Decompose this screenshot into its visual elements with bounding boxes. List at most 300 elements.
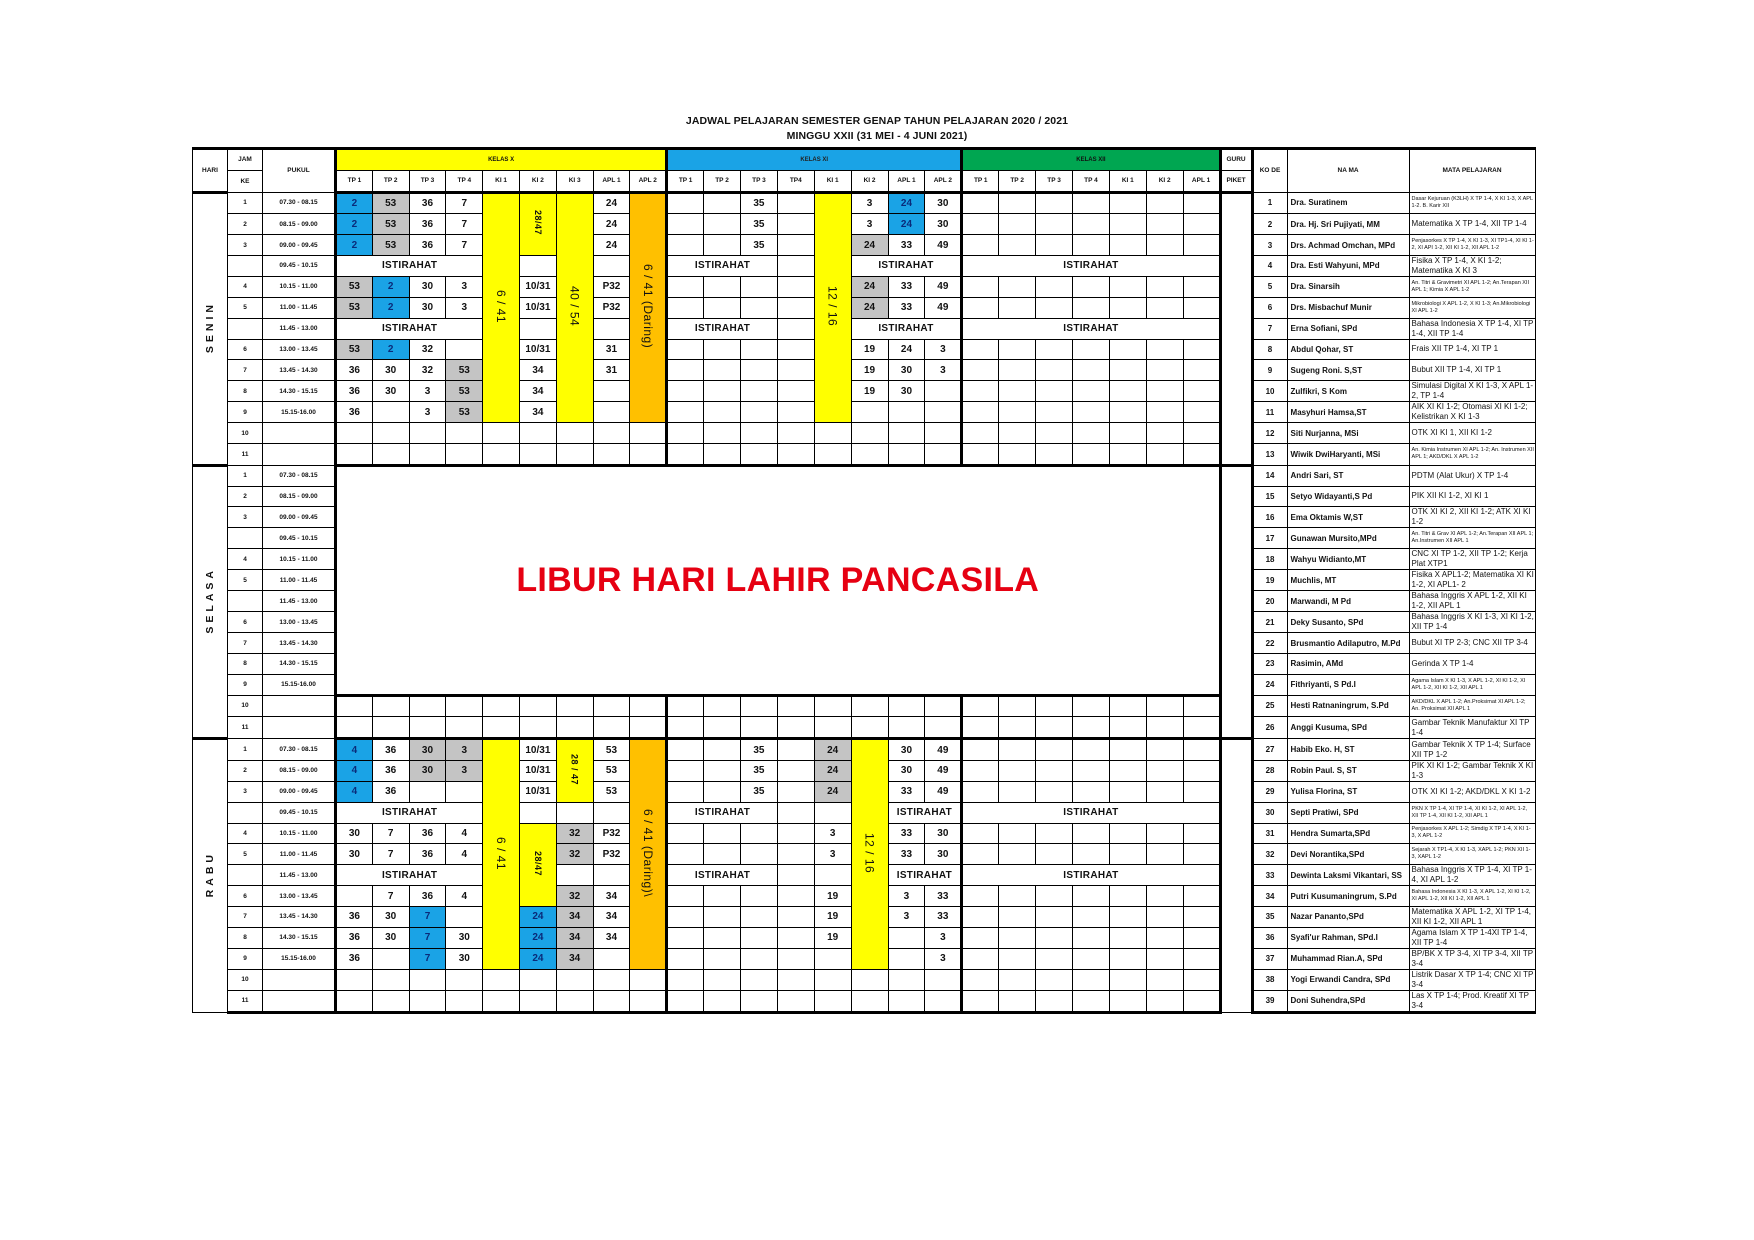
slot-empty bbox=[1146, 717, 1183, 739]
slot-x: 24 bbox=[593, 214, 630, 235]
slot-xi bbox=[704, 927, 741, 948]
jam-ke: 2 bbox=[228, 214, 263, 235]
istirahat: ISTIRAHAT bbox=[336, 255, 483, 276]
slot-xii bbox=[999, 423, 1036, 444]
istirahat: ISTIRAHAT bbox=[667, 865, 778, 886]
slot-xi bbox=[667, 443, 704, 465]
slot-xi bbox=[667, 969, 704, 990]
jam-ke: 3 bbox=[228, 235, 263, 256]
slot-xi bbox=[667, 402, 704, 423]
slot-empty bbox=[1036, 695, 1073, 717]
teacher-name: Fithriyanti, S Pd.I bbox=[1287, 674, 1409, 695]
slot-xi bbox=[667, 235, 704, 256]
slot-xi: 33 bbox=[888, 823, 925, 844]
teacher-subjects: An. Titri & Grav XI APL 1-2; An.Terapan XII APL 1; An.Instrumen XII APL 1 bbox=[1409, 528, 1535, 549]
span-x-ki2-label: 28/47 bbox=[532, 210, 543, 236]
slot-xi: 33 bbox=[888, 297, 925, 318]
col-header-x: APL 1 bbox=[593, 170, 630, 192]
teacher-name: Sugeng Roni. S,ST bbox=[1287, 360, 1409, 381]
slot-xii bbox=[1036, 192, 1073, 214]
time-slot: 10.15 - 11.00 bbox=[263, 549, 336, 570]
slot-xi bbox=[777, 969, 814, 990]
piket-senin bbox=[1220, 192, 1252, 465]
slot-x bbox=[593, 381, 630, 402]
slot-xii bbox=[1036, 276, 1073, 297]
teacher-kode: 26 bbox=[1252, 717, 1287, 739]
teacher-subjects: Bahasa Inggris X KI 1-3, XI KI 1-2, XII TP 1-4 bbox=[1409, 612, 1535, 633]
col-header-x: TP 4 bbox=[446, 170, 483, 192]
teacher-kode: 6 bbox=[1252, 297, 1287, 318]
slot-x: 53 bbox=[372, 235, 409, 256]
day-senin-label: SENIN bbox=[204, 301, 216, 354]
slot-xii bbox=[962, 927, 999, 948]
slot-empty bbox=[1109, 695, 1146, 717]
slot-xi: 24 bbox=[888, 214, 925, 235]
slot-xii bbox=[1072, 844, 1109, 865]
teacher-kode: 35 bbox=[1252, 906, 1287, 927]
col-header-x: KI 1 bbox=[483, 170, 520, 192]
teacher-subjects: OTK XI KI 1-2; AKD/DKL X KI 1-2 bbox=[1409, 781, 1535, 802]
slot-xi bbox=[704, 948, 741, 969]
slot-xi bbox=[667, 927, 704, 948]
slot-xi bbox=[814, 948, 851, 969]
span-x-ki3-label: 40 / 54 bbox=[567, 286, 582, 327]
jam-ke: 3 bbox=[228, 781, 263, 802]
teacher-kode: 23 bbox=[1252, 653, 1287, 674]
teacher-subjects: PKN X TP 1-4, XI TP 1-4, XI KI 1-2, XI APL 1-2, XII TP 1-4, XII KI 1-2, XII APL 1 bbox=[1409, 802, 1535, 823]
slot-xi: 19 bbox=[851, 381, 888, 402]
slot-xi: 24 bbox=[851, 235, 888, 256]
teacher-subjects: OTK XI KI 2, XII KI 1-2; ATK XI KI 1-2 bbox=[1409, 507, 1535, 528]
slot-x: 30 bbox=[409, 276, 446, 297]
jam-ke: 8 bbox=[228, 927, 263, 948]
slot-xi bbox=[851, 990, 888, 1012]
slot-empty bbox=[962, 717, 999, 739]
header-kelas-x: KELAS X bbox=[336, 149, 667, 171]
slot-xii bbox=[1109, 276, 1146, 297]
slot-xii bbox=[1146, 339, 1183, 360]
jam-ke: 5 bbox=[228, 570, 263, 591]
slot-x: P32 bbox=[593, 823, 630, 844]
slot-xi bbox=[740, 443, 777, 465]
teacher-subjects: Simulasi Digital X KI 1-3, X APL 1-2, TP 1-4 bbox=[1409, 381, 1535, 402]
teacher-name: Hesti Ratnaningrum, S.Pd bbox=[1287, 695, 1409, 717]
slot-xi bbox=[667, 423, 704, 444]
slot-xii bbox=[1072, 360, 1109, 381]
slot-xii bbox=[1146, 990, 1183, 1012]
slot-empty bbox=[814, 717, 851, 739]
slot-x: 7 bbox=[446, 214, 483, 235]
slot-xi: 49 bbox=[925, 760, 962, 781]
istirahat: ISTIRAHAT bbox=[667, 318, 778, 339]
slot-xii bbox=[1109, 443, 1146, 465]
slot-xii bbox=[999, 297, 1036, 318]
slot-x: 4 bbox=[446, 823, 483, 844]
teacher-subjects: Bubut XII TP 1-4, XI TP 1 bbox=[1409, 360, 1535, 381]
slot-x bbox=[409, 423, 446, 444]
teacher-subjects: An. Kimia Instrumen XI APL 1-2; An. Instrumen XII APL 1; AKD/DKL X APL 1-2 bbox=[1409, 443, 1535, 465]
jam-ke: 10 bbox=[228, 423, 263, 444]
teacher-name: Nazar Pananto,SPd bbox=[1287, 906, 1409, 927]
slot-xii bbox=[1183, 443, 1220, 465]
slot-xii bbox=[999, 760, 1036, 781]
row-senin bbox=[193, 318, 1536, 339]
slot-xii bbox=[1109, 760, 1146, 781]
slot-x: 36 bbox=[336, 906, 373, 927]
teacher-name: Septi Pratiwi, SPd bbox=[1287, 802, 1409, 823]
jam-ke: 1 bbox=[228, 465, 263, 486]
slot-x: 36 bbox=[372, 760, 409, 781]
slot-xi: 30 bbox=[888, 381, 925, 402]
slot-x bbox=[556, 865, 593, 886]
slot-xii bbox=[1036, 402, 1073, 423]
span-xi-ki2 bbox=[851, 739, 888, 970]
slot-xi bbox=[740, 276, 777, 297]
slot-xi bbox=[777, 802, 814, 823]
slot-xii bbox=[962, 297, 999, 318]
slot-xii bbox=[1183, 969, 1220, 990]
slot-xii bbox=[1036, 969, 1073, 990]
slot-xi bbox=[888, 423, 925, 444]
span-xi-ki2-label: 12 / 16 bbox=[862, 832, 877, 874]
jam-ke: 8 bbox=[228, 381, 263, 402]
slot-xi bbox=[740, 990, 777, 1012]
slot-xi: 33 bbox=[888, 844, 925, 865]
teacher-kode: 29 bbox=[1252, 781, 1287, 802]
teacher-name: Gunawan Mursito,MPd bbox=[1287, 528, 1409, 549]
slot-xi bbox=[777, 990, 814, 1012]
slot-x: 36 bbox=[336, 360, 373, 381]
slot-xi: 49 bbox=[925, 297, 962, 318]
row-senin bbox=[193, 443, 1536, 465]
time-slot: 13.00 - 13.45 bbox=[263, 339, 336, 360]
slot-xii bbox=[1036, 423, 1073, 444]
teacher-name: Zulfikri, S Kom bbox=[1287, 381, 1409, 402]
teacher-name: Siti Nurjanna, MSi bbox=[1287, 423, 1409, 444]
slot-xi bbox=[777, 297, 814, 318]
slot-xii bbox=[1183, 402, 1220, 423]
slot-xi bbox=[704, 443, 741, 465]
jam-ke: 4 bbox=[228, 823, 263, 844]
slot-x: 4 bbox=[446, 844, 483, 865]
slot-xi bbox=[667, 823, 704, 844]
col-header-xi: TP 1 bbox=[667, 170, 704, 192]
slot-xi bbox=[888, 402, 925, 423]
slot-x: 10/31 bbox=[519, 739, 556, 761]
slot-x: 36 bbox=[409, 192, 446, 214]
slot-x: 34 bbox=[519, 381, 556, 402]
col-header-xi: TP4 bbox=[777, 170, 814, 192]
slot-empty bbox=[483, 695, 520, 717]
slot-xi bbox=[777, 927, 814, 948]
slot-xii bbox=[1146, 402, 1183, 423]
time-slot: 08.15 - 09.00 bbox=[263, 214, 336, 235]
time-slot: 09.45 - 10.15 bbox=[263, 255, 336, 276]
slot-xii bbox=[1036, 214, 1073, 235]
teacher-subjects: Bahasa Inggris X APL 1-2, XII KI 1-2, XII APL 1 bbox=[1409, 591, 1535, 612]
slot-xi bbox=[704, 297, 741, 318]
slot-xi bbox=[704, 360, 741, 381]
slot-xii bbox=[962, 214, 999, 235]
slot-xii bbox=[1036, 906, 1073, 927]
time-slot: 11.00 - 11.45 bbox=[263, 844, 336, 865]
teacher-kode: 31 bbox=[1252, 823, 1287, 844]
jam-ke: 3 bbox=[228, 507, 263, 528]
header-jam: JAM bbox=[228, 149, 263, 171]
holiday-notice bbox=[336, 465, 1221, 695]
slot-xi bbox=[740, 297, 777, 318]
row-selasa bbox=[193, 695, 1536, 717]
slot-xi: 30 bbox=[888, 360, 925, 381]
slot-empty bbox=[740, 717, 777, 739]
slot-xi bbox=[925, 423, 962, 444]
slot-xi bbox=[667, 948, 704, 969]
slot-x: 34 bbox=[556, 927, 593, 948]
slot-x: 2 bbox=[372, 339, 409, 360]
jam-ke bbox=[228, 802, 263, 823]
slot-x: 30 bbox=[372, 927, 409, 948]
slot-xi bbox=[777, 235, 814, 256]
teacher-subjects: BP/BK X TP 3-4, XI TP 3-4, XII TP 3-4 bbox=[1409, 948, 1535, 969]
row-senin bbox=[193, 276, 1536, 297]
slot-x bbox=[446, 969, 483, 990]
istirahat: ISTIRAHAT bbox=[851, 318, 962, 339]
slot-x: 53 bbox=[446, 360, 483, 381]
col-header-xii: KI 1 bbox=[1109, 170, 1146, 192]
slot-x: 2 bbox=[336, 214, 373, 235]
slot-xii bbox=[1072, 948, 1109, 969]
slot-x: 30 bbox=[336, 844, 373, 865]
slot-xii bbox=[962, 339, 999, 360]
teacher-kode: 21 bbox=[1252, 612, 1287, 633]
teacher-subjects: AKD/DKL X APL 1-2; An.Proksimat XI APL 1-2; An. Proksimat XII APL 1 bbox=[1409, 695, 1535, 717]
slot-empty bbox=[630, 717, 667, 739]
teacher-subjects: Mikrobiologi X APL 1-2, X KI 1-3; An.Mikrobiologi XI APL 1-2 bbox=[1409, 297, 1535, 318]
slot-xi: 49 bbox=[925, 276, 962, 297]
piket-rabu bbox=[1220, 739, 1252, 1013]
slot-x bbox=[409, 443, 446, 465]
teacher-name: Doni Suhendra,SPd bbox=[1287, 990, 1409, 1012]
slot-x: 10/31 bbox=[519, 760, 556, 781]
teacher-kode: 36 bbox=[1252, 927, 1287, 948]
teacher-subjects: PDTM (Alat Ukur) X TP 1-4 bbox=[1409, 465, 1535, 486]
slot-xii bbox=[1146, 443, 1183, 465]
slot-xi bbox=[704, 781, 741, 802]
slot-xii bbox=[1072, 381, 1109, 402]
slot-xi: 30 bbox=[925, 844, 962, 865]
slot-xi bbox=[777, 276, 814, 297]
slot-xi bbox=[740, 402, 777, 423]
col-header-xii: KI 2 bbox=[1146, 170, 1183, 192]
slot-xii bbox=[1072, 886, 1109, 907]
time-slot: 09.45 - 10.15 bbox=[263, 802, 336, 823]
slot-empty bbox=[1183, 695, 1220, 717]
slot-xii bbox=[962, 443, 999, 465]
slot-xi: 35 bbox=[740, 214, 777, 235]
slot-xii bbox=[1183, 235, 1220, 256]
slot-xii bbox=[1146, 927, 1183, 948]
slot-xii bbox=[1109, 823, 1146, 844]
slot-xi bbox=[740, 969, 777, 990]
slot-x bbox=[409, 990, 446, 1012]
slot-xi bbox=[777, 214, 814, 235]
time-slot: 09.45 - 10.15 bbox=[263, 528, 336, 549]
slot-xi bbox=[814, 443, 851, 465]
span-x-apl2-label: 6 / 41 (Daring)\ bbox=[640, 809, 655, 898]
day-selasa bbox=[193, 465, 228, 738]
slot-xii bbox=[999, 823, 1036, 844]
slot-x bbox=[593, 802, 630, 823]
slot-xi bbox=[925, 402, 962, 423]
teacher-kode: 37 bbox=[1252, 948, 1287, 969]
day-selasa-label: SELASA bbox=[204, 567, 216, 634]
slot-xi bbox=[704, 969, 741, 990]
slot-empty bbox=[519, 695, 556, 717]
slot-xii bbox=[1183, 339, 1220, 360]
slot-x bbox=[556, 423, 593, 444]
slot-xi: 49 bbox=[925, 781, 962, 802]
teacher-kode: 22 bbox=[1252, 633, 1287, 654]
slot-x bbox=[483, 443, 520, 465]
slot-x: 24 bbox=[593, 235, 630, 256]
slot-x bbox=[519, 318, 556, 339]
slot-xi bbox=[888, 948, 925, 969]
time-slot: 11.45 - 13.00 bbox=[263, 865, 336, 886]
slot-xii bbox=[1109, 969, 1146, 990]
slot-xii bbox=[1072, 969, 1109, 990]
time-slot: 14.30 - 15.15 bbox=[263, 653, 336, 674]
slot-xii bbox=[1146, 276, 1183, 297]
slot-empty bbox=[888, 717, 925, 739]
slot-x bbox=[372, 990, 409, 1012]
slot-empty bbox=[962, 695, 999, 717]
slot-xii bbox=[1183, 276, 1220, 297]
slot-x bbox=[372, 969, 409, 990]
slot-xi: 30 bbox=[925, 214, 962, 235]
jam-ke: 6 bbox=[228, 612, 263, 633]
slot-xii bbox=[1072, 297, 1109, 318]
teacher-kode: 30 bbox=[1252, 802, 1287, 823]
slot-x: 34 bbox=[519, 402, 556, 423]
slot-xi: 33 bbox=[925, 906, 962, 927]
col-header-x: KI 2 bbox=[519, 170, 556, 192]
jam-ke: 10 bbox=[228, 695, 263, 717]
slot-empty bbox=[1146, 695, 1183, 717]
slot-xii bbox=[999, 948, 1036, 969]
slot-x: 3 bbox=[446, 760, 483, 781]
header-kode: KO DE bbox=[1252, 149, 1287, 193]
istirahat: ISTIRAHAT bbox=[667, 802, 778, 823]
slot-xi: 24 bbox=[814, 739, 851, 761]
slot-xi bbox=[704, 844, 741, 865]
slot-xii bbox=[1072, 739, 1109, 761]
slot-empty bbox=[409, 695, 446, 717]
slot-xi bbox=[740, 339, 777, 360]
slot-xi: 19 bbox=[851, 360, 888, 381]
col-header-xi: APL 2 bbox=[925, 170, 962, 192]
slot-xi bbox=[667, 214, 704, 235]
slot-xi bbox=[814, 423, 851, 444]
col-header-xi: KI 1 bbox=[814, 170, 851, 192]
slot-xii bbox=[1109, 948, 1146, 969]
span-x-ki3-label: 28 / 47 bbox=[569, 753, 580, 785]
slot-xi bbox=[777, 402, 814, 423]
day-senin bbox=[193, 192, 228, 465]
jam-ke: 1 bbox=[228, 739, 263, 761]
slot-xii bbox=[1146, 844, 1183, 865]
slot-xii bbox=[1036, 235, 1073, 256]
teacher-kode: 9 bbox=[1252, 360, 1287, 381]
slot-xii bbox=[1072, 402, 1109, 423]
teacher-subjects: Bahasa Indonesia X TP 1-4, XI TP 1-4, XII TP 1-4 bbox=[1409, 318, 1535, 339]
slot-x: 30 bbox=[446, 927, 483, 948]
teacher-name: Putri Kusumaningrum, S.Pd bbox=[1287, 886, 1409, 907]
slot-xii bbox=[1072, 214, 1109, 235]
slot-xii bbox=[1036, 823, 1073, 844]
slot-x: 36 bbox=[372, 781, 409, 802]
time-slot bbox=[263, 990, 336, 1012]
slot-x bbox=[593, 443, 630, 465]
span-x-apl2 bbox=[630, 192, 667, 423]
slot-empty bbox=[704, 717, 741, 739]
slot-x: 34 bbox=[556, 948, 593, 969]
slot-xii bbox=[1146, 297, 1183, 318]
slot-xii bbox=[962, 402, 999, 423]
span-x-ki1 bbox=[483, 739, 520, 970]
slot-x: 2 bbox=[336, 235, 373, 256]
teacher-name: Erna Sofiani, SPd bbox=[1287, 318, 1409, 339]
slot-x: 36 bbox=[372, 739, 409, 761]
slot-empty bbox=[777, 717, 814, 739]
slot-xi: 35 bbox=[740, 192, 777, 214]
slot-empty bbox=[1036, 717, 1073, 739]
header-pukul: PUKUL bbox=[263, 149, 336, 193]
jam-ke bbox=[228, 865, 263, 886]
slot-x bbox=[409, 969, 446, 990]
slot-xi: 3 bbox=[814, 823, 851, 844]
slot-x bbox=[372, 948, 409, 969]
slot-xii bbox=[1109, 844, 1146, 865]
slot-xi bbox=[667, 739, 704, 761]
slot-empty bbox=[372, 717, 409, 739]
header-kelas-xi: KELAS XI bbox=[667, 149, 962, 171]
teacher-subjects: Penjasorkes X TP 1-4, X KI 1-3, XI TP1-4, XI KI 1-2, XI API 1-2, XII KI 1-2, XII APL 1-2 bbox=[1409, 235, 1535, 256]
slot-xii bbox=[1146, 235, 1183, 256]
istirahat: ISTIRAHAT bbox=[336, 865, 483, 886]
slot-x: 30 bbox=[372, 360, 409, 381]
row-selasa bbox=[193, 465, 1536, 486]
slot-xii bbox=[962, 823, 999, 844]
slot-xii bbox=[962, 760, 999, 781]
teacher-subjects: Listrik Dasar X TP 1-4; CNC XI TP 3-4 bbox=[1409, 969, 1535, 990]
slot-xi bbox=[667, 339, 704, 360]
span-x-ki3 bbox=[556, 739, 593, 803]
slot-x: 32 bbox=[409, 339, 446, 360]
teacher-kode: 15 bbox=[1252, 486, 1287, 507]
slot-xi bbox=[777, 823, 814, 844]
row-senin bbox=[193, 192, 1536, 214]
time-slot: 13.45 - 14.30 bbox=[263, 906, 336, 927]
slot-x: 32 bbox=[409, 360, 446, 381]
istirahat: ISTIRAHAT bbox=[336, 802, 483, 823]
slot-empty bbox=[446, 717, 483, 739]
jam-ke: 11 bbox=[228, 717, 263, 739]
span-x-ki2-label: 28/47 bbox=[532, 850, 543, 876]
slot-x bbox=[372, 423, 409, 444]
slot-xi: 33 bbox=[888, 276, 925, 297]
jam-ke: 2 bbox=[228, 486, 263, 507]
slot-xi bbox=[888, 927, 925, 948]
